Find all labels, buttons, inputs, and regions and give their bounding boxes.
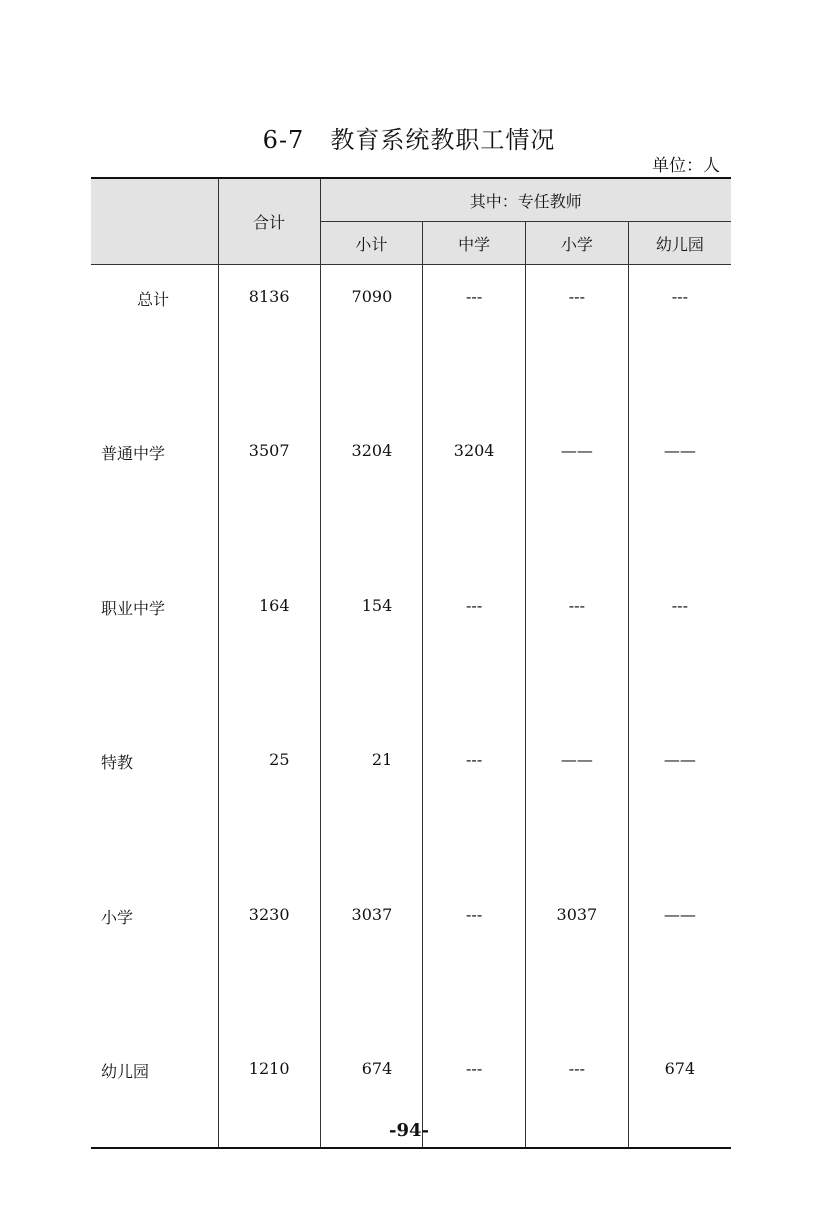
cell-kindergarten: 674: [664, 1058, 696, 1078]
row-label: 普通中学: [101, 444, 166, 464]
row-label: 特教: [101, 753, 134, 773]
cell-subtotal: 3037: [351, 904, 393, 924]
cell-middle: ---: [466, 595, 483, 615]
header-middle-school: 中学: [423, 222, 526, 265]
cell-total: 25: [269, 750, 290, 770]
row-label: 小学: [101, 907, 134, 927]
cell-middle: ---: [466, 1058, 483, 1078]
cell-total: 3230: [248, 904, 290, 924]
staff-table: [91, 177, 731, 1149]
cell-subtotal: 154: [361, 595, 393, 615]
cell-primary: ---: [568, 595, 585, 615]
table-header: [91, 178, 731, 265]
table-title: [0, 120, 818, 155]
cell-middle: ---: [466, 750, 483, 770]
cell-kindergarten: ——: [663, 750, 696, 770]
cell-subtotal: 3204: [351, 441, 393, 461]
table-row: [91, 574, 731, 728]
cell-primary: ——: [560, 441, 593, 461]
cell-middle: 3204: [453, 441, 495, 461]
cell-subtotal: 7090: [351, 287, 393, 306]
cell-total: 164: [258, 595, 290, 615]
cell-middle: ---: [466, 287, 483, 306]
table-row: [91, 728, 731, 882]
header-blank: [91, 178, 218, 265]
cell-total: 3507: [248, 441, 290, 461]
cell-total: 1210: [248, 1058, 290, 1078]
header-full-time-teachers: 其中：专任教师: [320, 178, 731, 222]
cell-middle: ---: [466, 904, 483, 924]
cell-kindergarten: ——: [663, 904, 696, 924]
table-row: [91, 419, 731, 573]
header-total: 合计: [218, 178, 320, 265]
row-label: 总计: [137, 290, 170, 309]
cell-primary: ——: [560, 750, 593, 770]
table-body: [91, 265, 731, 1148]
table-code: 6-7: [262, 126, 305, 154]
cell-total: 8136: [248, 287, 290, 306]
cell-subtotal: 21: [371, 750, 393, 770]
cell-primary: ---: [568, 1058, 585, 1078]
cell-subtotal: 674: [361, 1058, 393, 1078]
unit-label: 单位：人: [652, 156, 720, 176]
cell-kindergarten: ——: [663, 441, 696, 461]
header-kindergarten: 幼儿园: [628, 222, 731, 265]
cell-primary: 3037: [556, 904, 598, 924]
page-number: -94-: [389, 1120, 429, 1141]
header-subtotal: 小计: [320, 222, 423, 265]
row-label: 幼儿园: [101, 1061, 150, 1081]
table-row: [91, 883, 731, 1037]
header-primary-school: 小学: [526, 222, 629, 265]
cell-kindergarten: ---: [671, 595, 688, 615]
table-row: [91, 265, 731, 420]
row-label: 职业中学: [101, 598, 166, 618]
cell-primary: ---: [568, 287, 585, 306]
table-title-text: 教育系统教职工情况: [330, 126, 556, 154]
cell-kindergarten: ---: [671, 287, 688, 306]
